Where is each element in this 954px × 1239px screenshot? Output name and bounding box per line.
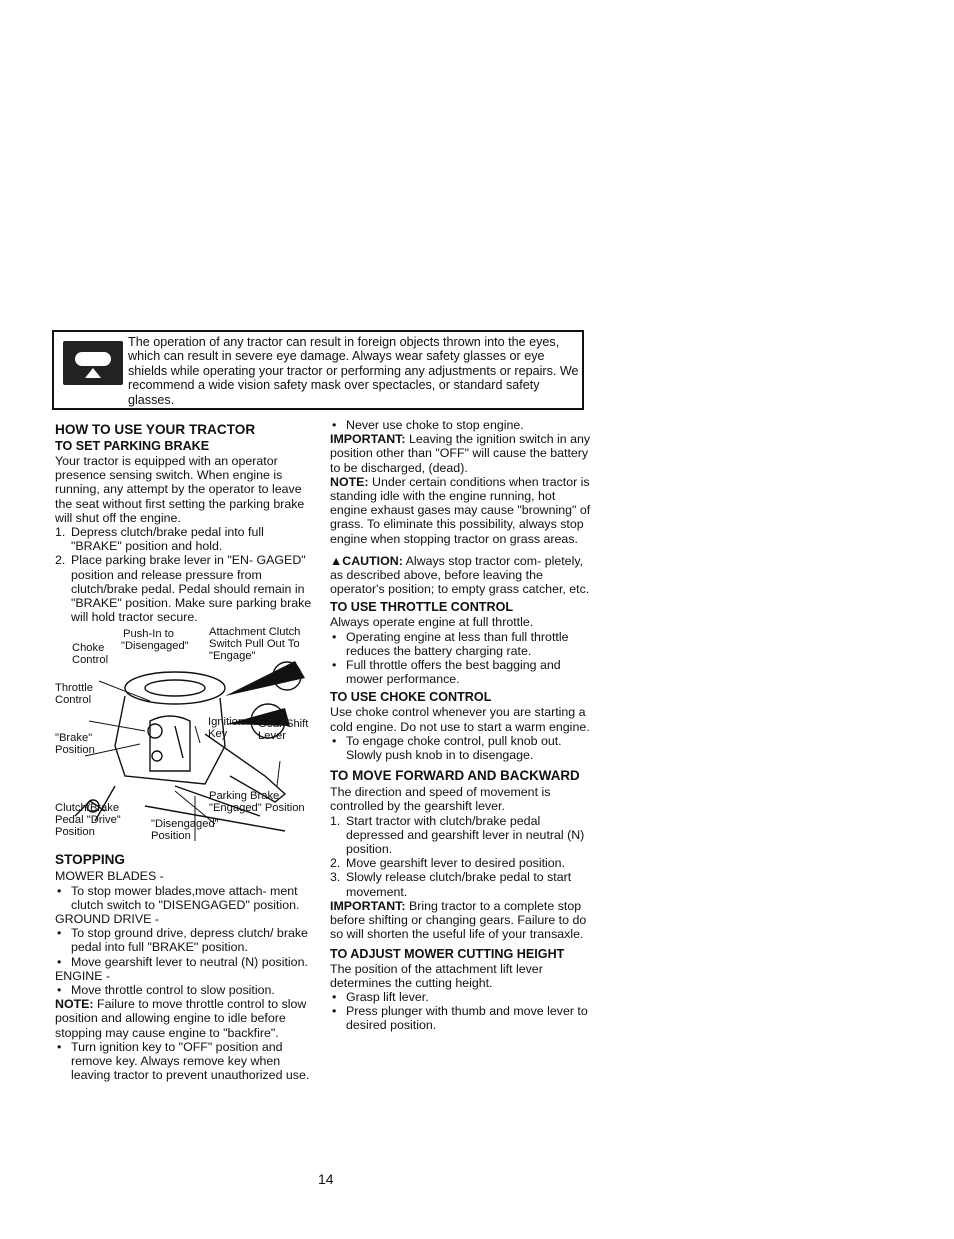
choke-control-label: Control [72, 654, 109, 667]
list-item: 2. Place parking brake lever in "EN- GAGED" position and release pressure from clutch/brake pedal. Pedal should remain in "BRAKE" position. Make sure parking brake will hold tractor secure. [55, 553, 312, 625]
page-number: 14 [318, 1171, 334, 1187]
disengaged-bottom-label: "Disengaged" [151, 818, 219, 831]
disengaged-position-label: Position [151, 830, 191, 843]
important-ignition: IMPORTANT: Leaving the ignition switch in any position other than "OFF" will cause the battery to be discharged, (dead). [330, 432, 591, 475]
tractor-controls-figure [55, 626, 317, 848]
caution-paragraph: ▲CAUTION: Always stop tractor com- pletely, as described above, before leaving the operator's position; to empty grass catcher, etc. [330, 553, 590, 597]
engine-label: ENGINE - [55, 968, 111, 983]
safety-glasses-icon [63, 341, 123, 385]
list-item: • Move throttle control to slow position. [57, 983, 275, 998]
note-browning: NOTE: Under certain conditions when tractor is standing idle with the engine running, hot engine exhaust gases may cause "browning" of grass. To eliminate this possibility, always stop engine when stopping tractor on grass areas. [330, 474, 591, 546]
list-item: • Operating engine at less than full throttle reduces the battery charging rate. [332, 629, 569, 658]
pedal-position-label: Position [55, 826, 95, 839]
cutting-intro: The position of the attachment lift lever determines the cutting height. [330, 961, 543, 990]
list-item: 1. Start tractor with clutch/brake pedal depressed and gearshift lever in neutral (N) position. [330, 813, 585, 857]
choke-label: Choke [72, 642, 105, 655]
list-item: • Move gearshift lever to neutral (N) position. [57, 954, 308, 969]
engage-label: "Engage" [209, 650, 256, 663]
choke-heading: TO USE CHOKE CONTROL [330, 690, 492, 705]
parking-brake-heading: TO SET PARKING BRAKE [55, 439, 210, 453]
push-in-label: Push-In to [123, 628, 174, 641]
stopping-heading: STOPPING [55, 852, 125, 868]
right-column [330, 418, 592, 1033]
engine-list-2 [55, 1040, 317, 1083]
parking-intro: Your tractor is equipped with an operator presence sensing switch. When engine is running, any attempt by the operator to leave the seat without first setting the parking brake will shut off the engine. [55, 454, 305, 525]
cutting-height-heading: TO ADJUST MOWER CUTTING HEIGHT [330, 946, 565, 961]
switch-pull-label: Switch Pull Out To [209, 638, 300, 651]
choke-warning-list [330, 418, 592, 432]
list-item: • Turn ignition key to "OFF" position and remove key. Always remove key when leaving tractor to prevent unauthorized use. [57, 1039, 310, 1083]
move-steps [330, 814, 592, 899]
list-item: • Grasp lift lever. [332, 989, 429, 1004]
choke-intro: Use choke control whenever you are starting a cold engine. Do not use to start a warm engine. [330, 705, 590, 734]
stopping-note: NOTE: Failure to move throttle control to slow position and allowing engine to idle before stopping may cause engine to "backfire". [55, 997, 307, 1040]
important-gears: IMPORTANT: Bring tractor to a complete stop before shifting or changing gears. Failure to do so will shorten the useful life of your transaxle. [330, 898, 587, 942]
safety-warning-box [52, 330, 584, 410]
mower-blades-label: MOWER BLADES - [55, 869, 164, 884]
list-item: • Press plunger with thumb and move lever to desired position. [332, 1004, 588, 1033]
disengaged-top-label: "Disengaged" [121, 640, 189, 653]
brake-label: "Brake" [55, 732, 93, 745]
section-title: HOW TO USE YOUR TRACTOR [55, 422, 256, 437]
list-item: • To stop ground drive, depress clutch/ brake pedal into full "BRAKE" position. [57, 926, 308, 955]
list-item: 2. Move gearshift lever to desired position. [330, 856, 566, 871]
parking-steps [55, 525, 317, 624]
list-item: • To engage choke control, pull knob out. Slowly push knob in to disengage. [332, 733, 562, 763]
pedal-drive-label: Pedal "Drive" [55, 814, 121, 827]
list-item: • Full throttle offers the best bagging and mower performance. [332, 658, 561, 687]
move-heading: TO MOVE FORWARD AND BACKWARD [330, 768, 580, 784]
list-item: 3. Slowly release clutch/brake pedal to start movement. [330, 870, 572, 899]
warning-triangle-icon: ▲ [330, 553, 343, 568]
ground-drive-label: GROUND DRIVE - [55, 912, 159, 927]
move-intro: The direction and speed of movement is controlled by the gearshift lever. [330, 785, 551, 814]
engaged-position-label: "Engaged" Position [209, 802, 305, 815]
ignition-label: Ignition [208, 716, 245, 729]
list-item: 1. Depress clutch/brake pedal into full "BRAKE" position and hold. [55, 525, 264, 554]
cutting-list [330, 990, 592, 1033]
list-item: • Never use choke to stop engine. [332, 418, 524, 432]
gear-shift-label: Gear Shift [258, 718, 309, 731]
left-column [55, 418, 317, 1082]
choke-list [330, 734, 592, 762]
gear-lever-label: Lever [258, 730, 286, 743]
throttle-list [330, 630, 592, 687]
clutch-brake-label: Clutch/Brake [55, 802, 120, 815]
engine-list [55, 983, 317, 997]
throttle-intro: Always operate engine at full throttle. [330, 615, 534, 630]
throttle-heading: TO USE THROTTLE CONTROL [330, 600, 514, 615]
safety-warning-text: The operation of any tractor can result in foreign objects thrown into the eyes, which can result in severe eye damage. Always wear safety glasses or eye shields while operating your tractor or performing any adjustments or repairs. We recommend a wide vision safety mask over spectacles, or standard safety glasses. [128, 335, 579, 407]
brake-position-label: Position [55, 744, 95, 757]
list-item: • To stop mower blades,move attach- ment clutch switch to "DISENGAGED" position. [57, 883, 300, 912]
blades-list [55, 884, 317, 912]
parking-brake-label: Parking Brake [209, 790, 280, 803]
throttle-control-label: Control [55, 694, 92, 707]
ignition-key-label: Key [208, 728, 228, 741]
ground-list [55, 926, 317, 969]
throttle-label: Throttle [55, 682, 93, 695]
attachment-clutch-label: Attachment Clutch [209, 626, 301, 639]
